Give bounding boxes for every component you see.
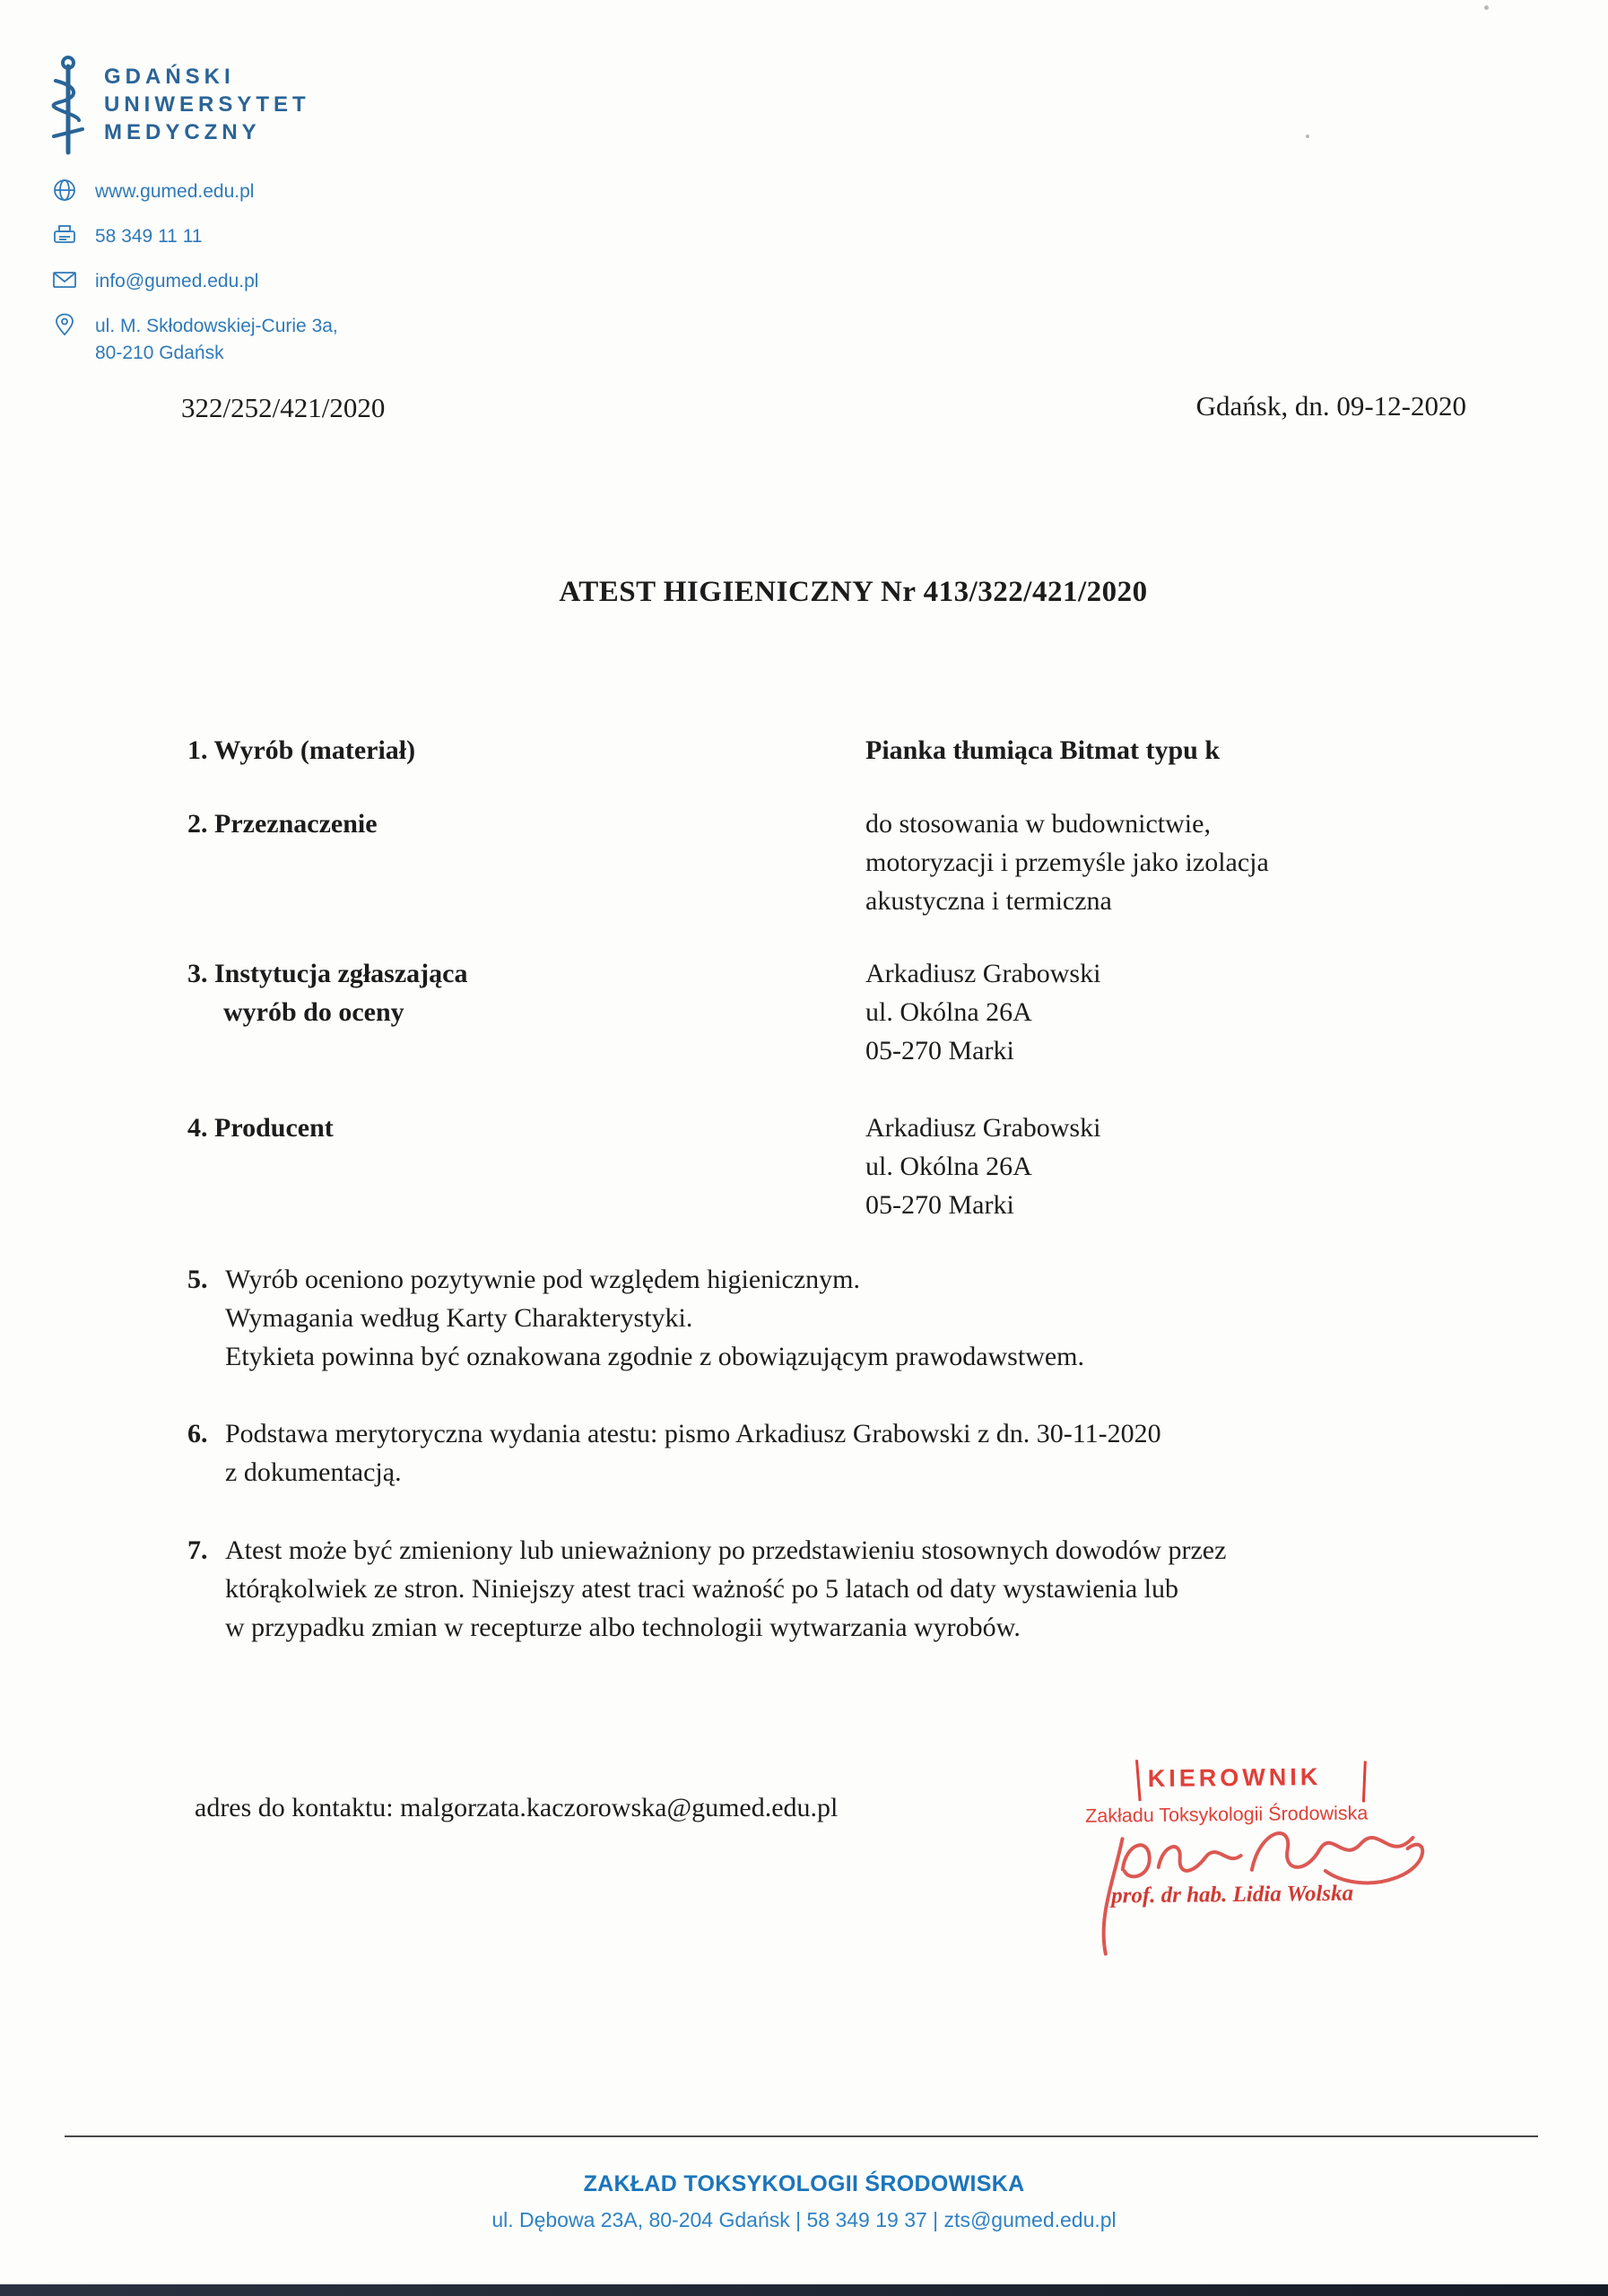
scan-speck: [1484, 5, 1489, 10]
globe-icon: [52, 178, 79, 204]
item3-label-line: wyrób do oceny: [223, 997, 404, 1027]
item2-value-line: akustyczna i termiczna: [865, 886, 1112, 916]
scan-bottom-edge: [0, 2284, 1608, 2296]
paragraph-5-number: 5.: [187, 1265, 208, 1294]
stamp-title: KIEROWNIK: [1147, 1763, 1322, 1793]
paragraph-6-text: [225, 1414, 1161, 1492]
item1-value: Pianka tłumiąca Bitmat typu k: [865, 735, 1221, 765]
item3-value-line: ul. Okólna 26A: [865, 997, 1032, 1027]
address-line-2: 80-210 Gdańsk: [95, 343, 224, 363]
paragraph-5-line: Etykieta powinna być oznakowana zgodnie z obowiązującym prawodawstwem.: [225, 1342, 1085, 1371]
paragraph-7-number: 7.: [187, 1535, 208, 1565]
university-name-line: MEDYCZNY: [104, 120, 261, 144]
footer-contact-line: ul. Dębowa 23A, 80-204 Gdańsk | 58 349 19 37 | zts@gumed.edu.pl: [491, 2208, 1117, 2231]
paragraph-7-line: którąkolwiek ze stron. Niniejszy atest traci ważność po 5 latach od daty wystawienia lub: [225, 1574, 1179, 1604]
envelope-icon: [52, 267, 79, 294]
item2-label: 2. Przeznaczenie: [187, 809, 378, 839]
contact-email-row: [52, 267, 338, 295]
contact-email-line: adres do kontaktu: malgorzata.kaczorowska@gumed.edu.pl: [195, 1793, 839, 1822]
item2-value-line: do stosowania w budownictwie,: [865, 809, 1211, 839]
website-text: www.gumed.edu.pl: [95, 181, 255, 202]
paragraph-5-text: [225, 1260, 1084, 1376]
university-logo: [47, 54, 310, 156]
paragraph-6-number: 6.: [187, 1419, 208, 1448]
email-text: info@gumed.edu.pl: [95, 271, 259, 291]
address-text: [95, 312, 338, 367]
paragraph-5-line: Wyrób oceniono pozytywnie pod względem higienicznym.: [225, 1265, 861, 1294]
paragraph-7-text: [225, 1531, 1226, 1647]
paragraph-6-line: z dokumentacją.: [225, 1457, 402, 1487]
item4-value-line: Arkadiusz Grabowski: [865, 1113, 1101, 1143]
university-name-line: UNIWERSYTET: [104, 92, 310, 117]
item3-label: [187, 954, 467, 1031]
paragraph-6-line: Podstawa merytoryczna wydania atestu: pismo Arkadiusz Grabowski z dn. 30-11-2020: [225, 1419, 1161, 1448]
document-reference-number: 322/252/421/2020: [181, 392, 386, 423]
address-line-1: ul. M. Skłodowskiej-Curie 3a,: [95, 316, 338, 336]
fax-icon: [52, 222, 79, 249]
item1-label: 1. Wyrób (materiał): [187, 735, 416, 765]
stamp-subtitle: Zakładu Toksykologii Środowiska: [1085, 1802, 1369, 1827]
item2-value-line: motoryzacji i przemyśle jako izolacja: [865, 848, 1269, 877]
item4-value: [865, 1109, 1100, 1224]
item3-label-line: 3. Instytucja zgłaszająca: [187, 959, 468, 988]
approval-stamp: [1071, 1753, 1576, 2010]
paragraph-7-line: Atest może być zmieniony lub unieważniony po przedstawieniu stosownych dowodów przez: [225, 1535, 1227, 1565]
scan-speck: [1306, 135, 1309, 138]
paragraph-7-line: w przypadku zmian w recepturze albo technologii wytwarzania wyrobów.: [225, 1613, 1021, 1642]
paragraph-5: [187, 1260, 1084, 1376]
caduceus-icon: [47, 54, 90, 156]
item3-value-line: Arkadiusz Grabowski: [865, 959, 1101, 988]
item3-value: [865, 954, 1100, 1070]
footer-divider: [65, 2135, 1538, 2137]
location-pin-icon: [52, 312, 79, 339]
stamp-border-mark: [1135, 1760, 1142, 1801]
footer-department-name: ZAKŁAD TOKSYKOLOGII ŚRODOWISKA: [583, 2171, 1025, 2196]
item2-value: [865, 804, 1269, 920]
paragraph-7: [187, 1531, 1226, 1647]
contact-phone-row: [52, 222, 338, 250]
paragraph-5-line: Wymagania według Karty Charakterystyki.: [225, 1303, 693, 1333]
item4-value-line: ul. Okólna 26A: [865, 1152, 1032, 1181]
university-name: [104, 54, 310, 156]
document-title: ATEST HIGIENICZNY Nr 413/322/421/2020: [559, 576, 1148, 608]
university-name-line: GDAŃSKI: [104, 65, 235, 89]
item4-value-line: 05-270 Marki: [865, 1190, 1014, 1220]
contact-address-row: [52, 312, 338, 367]
paragraph-6: [187, 1414, 1161, 1492]
item4-label: 4. Producent: [187, 1113, 334, 1143]
stamp-signatory-name: prof. dr hab. Lidia Wolska: [1111, 1881, 1354, 1909]
document-place-date: Gdańsk, dn. 09-12-2020: [1195, 390, 1466, 422]
item3-value-line: 05-270 Marki: [865, 1036, 1014, 1065]
contact-website-row: [52, 178, 338, 205]
letterhead-contact-block: [52, 178, 338, 384]
phone-text: 58 349 11 11: [95, 226, 203, 247]
